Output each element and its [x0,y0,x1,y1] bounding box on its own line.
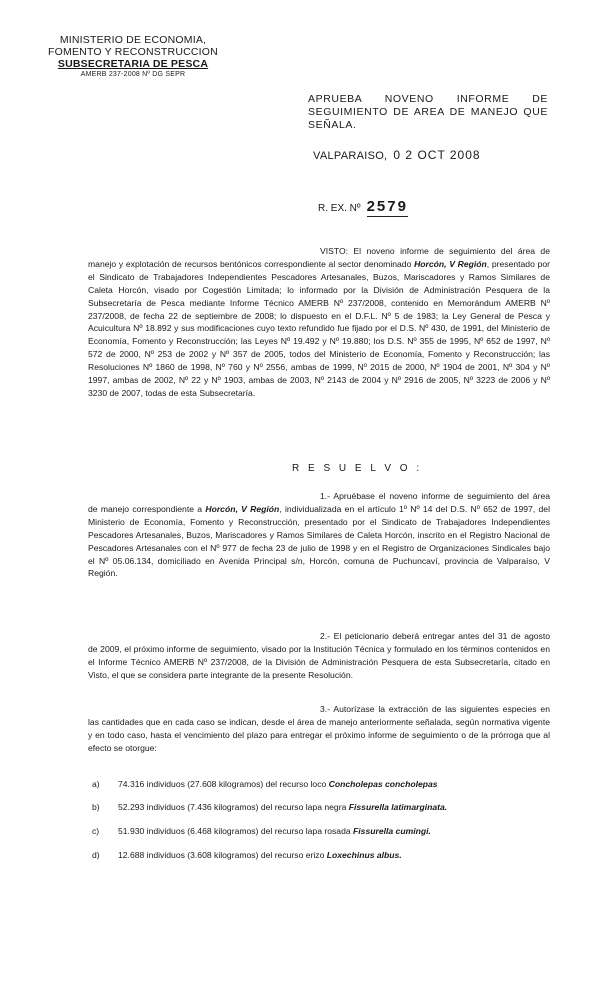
subsecretaria-line: SUBSECRETARIA DE PESCA [57,58,209,70]
visto-paragraph: VISTO: El noveno informe de seguimiento del área de manejo y explotación de recursos bentónicos correspondiente al sector denominado Horcón, V Región, presentado por el Sindicato de Trabajadores Independientes Pescadores Artesanales, Buzos, Mariscadores y Ramos Similares de Caleta Horcón, visado por Cogestión Limitada; lo informado por la División de Administración Pesquera de la Subsecretaría de Pesca mediante Informe Técnico AMERB Nº 237/2008, contenido en Memorándum AMERB Nº 237/2008, de fecha 22 de septiembre de 2008; lo dispuesto en el D.F.L. Nº 5 de 1983; la Ley General de Pesca y Acuicultura Nº 18.892 y sus modificaciones cuyo texto refundido fue fijado por el D.S. Nº 430, de 1991, del Ministerio de Economía, Fomento y Reconstrucción; las Leyes Nº 19.492 y Nº 19.880; los D.S. Nº 355 de 1995, Nº 652 de 1997, Nº 572 de 2000, Nº 253 de 2002 y Nº 357 de 2005, todos del Ministerio de Economía, Fomento y Reconstrucción; las Resoluciones Nº 1860 de 1998, Nº 760 y Nº 2556, ambas de 1999, Nº 2015 de 2000, Nº 1904 de 2001, Nº 304 y Nº 1997, ambas de 2002, Nº 22 y Nº 1903, ambas de 2003, Nº 2143 de 2004 y Nº 2916 de 2005, Nº 3223 de 2006 y Nº 3230 de 2007, todas de esta Subsecretaría. [88,246,550,398]
species-name: Loxechinus albus. [326,850,402,860]
place-date [313,148,481,162]
resolution-number-line [318,198,408,217]
reference-code: AMERB 237-2008 Nº DG SEPR [80,71,186,78]
resolution-number: 2579 [366,198,408,215]
species-name: Fissurella latimarginata. [348,802,448,812]
resolution-point-2: 2.- El peticionario deberá entregar antes del 31 de agosto de 2009, el próximo informe de seguimiento, visado por la Institución Técnica y formulado en los términos contenidos en el Informe Técnico AMERB Nº 237/2008, de la División de Administración Pesquera de esta Subsecretaría, citado en Visto, el que se considera parte integrante de la presente Resolución. [88,631,550,680]
document-subject: APRUEBA NOVENO INFORME DE SEGUIMIENTO DE AREA DE MANEJO QUE SEÑALA. [308,93,548,131]
species-name: Fissurella cumingi. [353,826,431,836]
list-item: d) 12.688 individuos (3.608 kilogramos) del recurso erizo Loxechinus albus. [92,850,402,860]
place-name: Horcón, V Región [414,258,487,269]
list-item: c) 51.930 individuos (6.468 kilogramos) del recurso lapa rosada Fissurella cumingi. [92,826,431,836]
list-item: b) 52.293 individuos (7.436 kilogramos) del recurso lapa negra Fissurella latimarginata. [92,802,448,812]
city: VALPARAISO, [313,150,388,162]
letterhead [38,34,228,79]
list-item: a) 74.316 individuos (27.608 kilogramos) del recurso loco Concholepas concholepas [92,779,438,789]
species-name: Concholepas concholepas [328,779,438,789]
ministry-line: MINISTERIO DE ECONOMIA, [59,34,207,46]
place-name: Horcón, V Región [205,503,280,514]
ministry-line-2: FOMENTO Y RECONSTRUCCION [48,46,218,58]
resolution-point-3: 3.- Autorízase la extracción de las siguientes especies en las cantidades que en cada caso se indican, desde el área de manejo anteriormente señalada, según normativa vigente y en todo caso, hasta el vencimiento del plazo para entregar el próximo informe de seguimiento o de la prórroga que al efecto se otorgue: [88,704,550,753]
resolution-label: R. EX. Nº [318,203,361,214]
resuelvo-heading: R E S U E L V O : [292,463,423,474]
date-stamp: 0 2 OCT 2008 [393,148,481,162]
visto-lead: VISTO: El noveno informe de seguimiento del [320,246,513,256]
resolution-point-1: 1.- Apruébase el noveno informe de seguimiento del área de manejo correspondiente a Horcón, V Región, individualizada en el artículo 1º Nº 14 del D.S. Nº 652 de 1997, del Ministerio de Economía, Fomento y Reconstrucción, presentado por el Sindicato de Trabajadores Independientes Pescadores Artesanales, Buzos, Mariscadores y Ramos Similares de Caleta Horcón, inscrito en el Registro Nacional de Pescadores Artesanales con el Nº 977 de fecha 23 de julio de 1998 y en el Registro de Organizaciones Sindicales bajo el Nº 05.06.134, domiciliado en Avenida Principal s/n, Horcón, comuna de Puchuncaví, provincia de Valparaíso, V Región. [88,491,550,579]
